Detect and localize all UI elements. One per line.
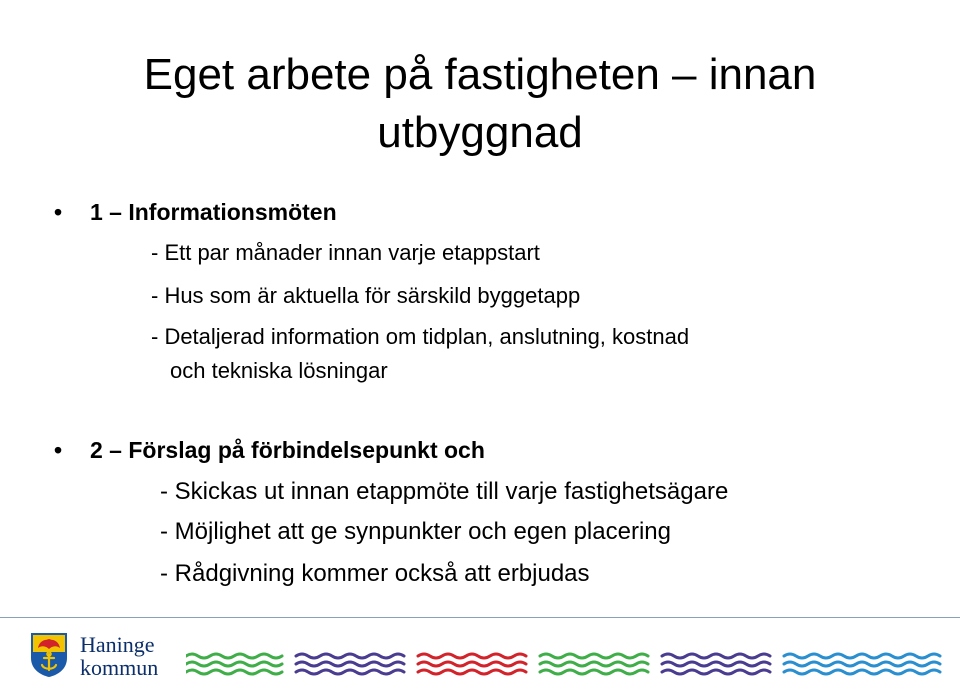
list-item: - Ett par månader innan varje etappstart bbox=[151, 240, 540, 265]
section-heading-text: 2 – Förslag på förbindelsepunkt och bbox=[90, 437, 485, 463]
list-item: - Skickas ut innan etappmöte till varje fastighetsägare bbox=[160, 478, 729, 505]
haninge-shield-icon bbox=[30, 632, 68, 678]
bullet-dot: • bbox=[54, 199, 63, 225]
list-item: och tekniska lösningar bbox=[170, 358, 388, 383]
slide-title bbox=[60, 46, 900, 162]
list-item: - Detaljerad information om tidplan, anslutning, kostnad bbox=[151, 324, 690, 349]
section-heading-text: 1 – Informationsmöten bbox=[90, 199, 337, 225]
bullet-dot: • bbox=[54, 437, 63, 463]
slide-title-line1: Eget arbete på fastigheten – innan bbox=[143, 50, 817, 99]
decorative-waves bbox=[186, 650, 946, 680]
slide-title-line2: utbyggnad bbox=[377, 108, 583, 157]
footer-divider bbox=[0, 617, 960, 618]
list-item: - Hus som är aktuella för särskild byggetapp bbox=[151, 283, 581, 308]
brand-name-line2: kommun bbox=[80, 655, 159, 680]
list-item: - Möjlighet att ge synpunkter och egen placering bbox=[160, 518, 671, 545]
section-heading-2 bbox=[54, 437, 485, 464]
section-heading-1 bbox=[54, 199, 337, 226]
list-item: - Rådgivning kommer också att erbjudas bbox=[160, 560, 590, 587]
brand-name-line1: Haninge bbox=[80, 632, 155, 657]
